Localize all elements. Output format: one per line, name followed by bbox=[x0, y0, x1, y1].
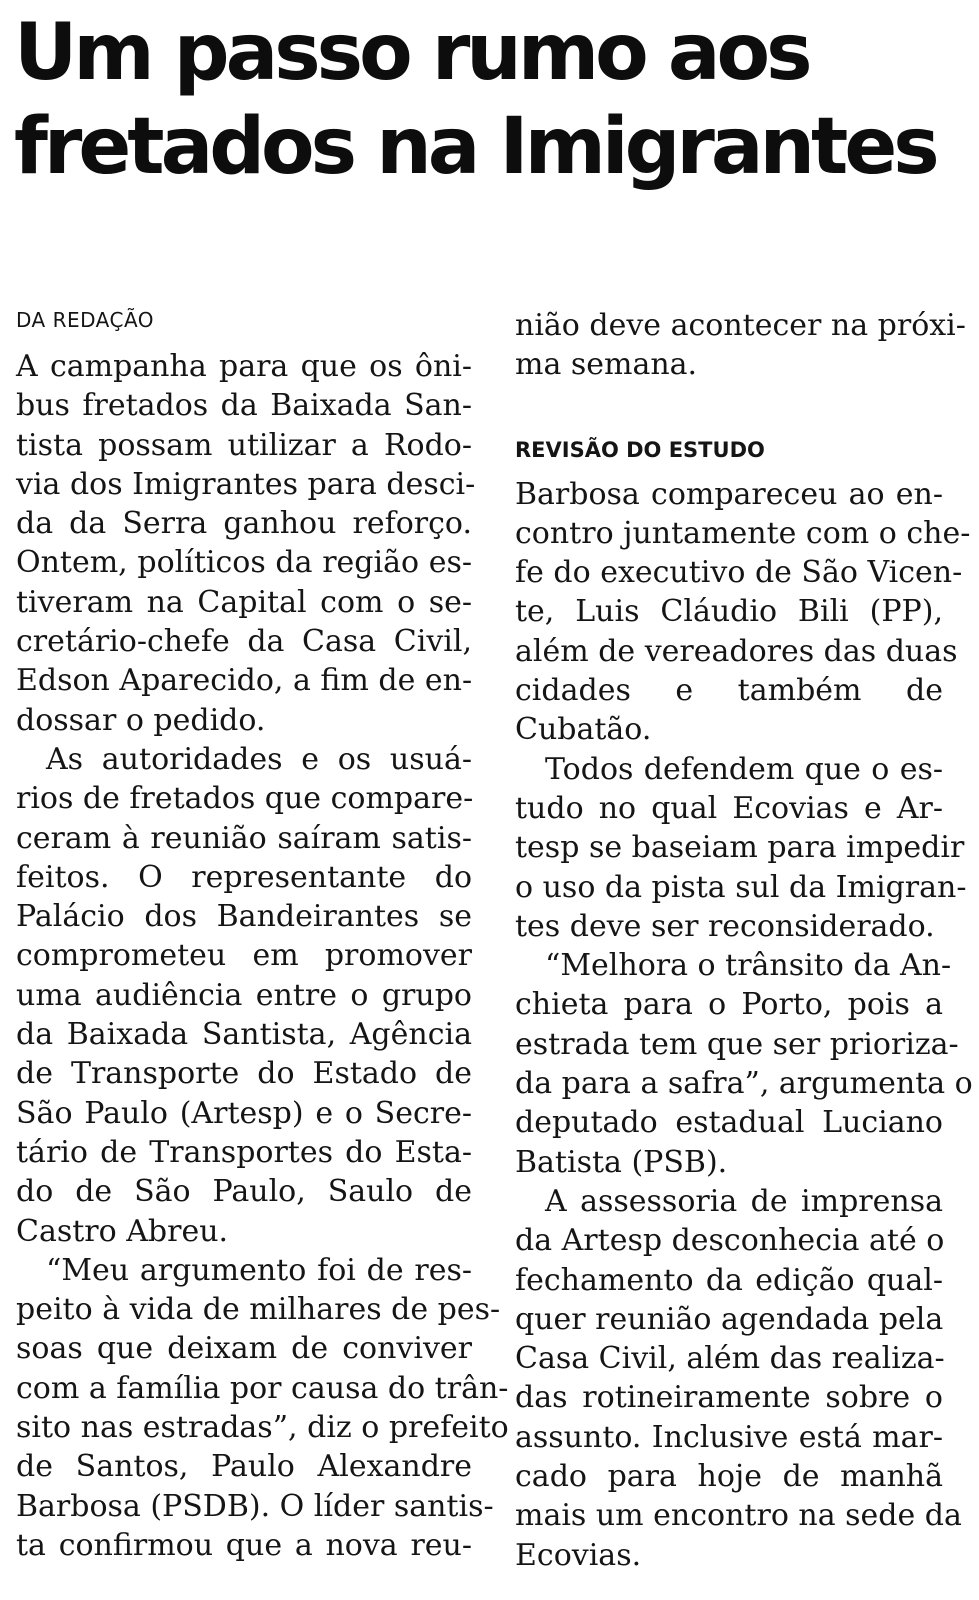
text-line: Todos defendem que o es- bbox=[515, 751, 943, 787]
text-line: Barbosa compareceu ao en- bbox=[515, 476, 943, 512]
text-line: uma audiência entre o grupo bbox=[16, 977, 472, 1013]
text-line: A campanha para que os ôni- bbox=[16, 349, 472, 384]
text-line: tudo no qual Ecovias e Ar- bbox=[515, 790, 943, 826]
text-line: do de São Paulo, Saulo de bbox=[16, 1174, 472, 1210]
text-line: Palácio dos Bandeirantes se bbox=[16, 899, 472, 935]
text-line: além de vereadores das duas bbox=[515, 633, 958, 669]
text-line: das rotineiramente sobre o bbox=[515, 1380, 943, 1416]
text-line: quer reunião agendada pela bbox=[515, 1301, 944, 1337]
text-line: Barbosa (PSDB). O líder santis- bbox=[16, 1488, 494, 1524]
text-line: o uso da pista sul da Imigran- bbox=[515, 869, 967, 905]
byline: DA REDAÇÃO bbox=[16, 308, 155, 332]
text-line: Casa Civil, além das realiza- bbox=[515, 1341, 945, 1377]
text-line: tes deve ser reconsiderado. bbox=[515, 908, 935, 944]
text-line: ta confirmou que a nova reu- bbox=[16, 1527, 472, 1563]
text-line: sito nas estradas”, diz o prefeito bbox=[16, 1410, 509, 1446]
text-line: dossar o pedido. bbox=[16, 702, 266, 738]
text-line: da da Serra ganhou reforço. bbox=[16, 506, 472, 542]
text-line: chieta para o Porto, pois a bbox=[515, 987, 943, 1023]
text-line: As autoridades e os usuá- bbox=[16, 741, 472, 777]
text-line: São Paulo (Artesp) e o Secre- bbox=[16, 1095, 472, 1131]
text-line: cado para hoje de manhã bbox=[515, 1459, 943, 1495]
right-column-body-top bbox=[515, 306, 966, 385]
text-line: Edson Aparecido, a fim de en- bbox=[16, 663, 473, 699]
text-line: ceram à reunião saíram satis- bbox=[16, 820, 472, 856]
text-line: de Transporte do Estado de bbox=[16, 1056, 472, 1092]
text-line: comprometeu em promover bbox=[16, 938, 472, 974]
text-line: peito à vida de milhares de pes- bbox=[16, 1292, 501, 1328]
text-line: bus fretados da Baixada San- bbox=[16, 388, 472, 424]
text-line: assunto. Inclusive está mar- bbox=[515, 1419, 943, 1455]
text-line: A assessoria de imprensa bbox=[515, 1183, 943, 1219]
text-line: tesp se baseiam para impedir bbox=[515, 830, 965, 866]
text-line: cretário-chefe da Casa Civil, bbox=[16, 624, 472, 660]
right-column bbox=[515, 306, 973, 1575]
text-line: deputado estadual Luciano bbox=[515, 1105, 943, 1141]
text-line: estrada tem que ser prioriza- bbox=[515, 1026, 959, 1062]
right-column-body-bottom bbox=[515, 475, 973, 1575]
text-line: “Meu argumento foi de res- bbox=[16, 1252, 472, 1288]
text-line: tiveram na Capital com o se- bbox=[16, 584, 472, 620]
text-line: da Baixada Santista, Agência bbox=[16, 1017, 472, 1053]
text-line: contro juntamente com o che- bbox=[515, 515, 971, 551]
text-line: Ecovias. bbox=[515, 1537, 642, 1573]
text-line: ma semana. bbox=[515, 347, 698, 383]
text-line: com a família por causa do trân- bbox=[16, 1370, 509, 1406]
text-line: tário de Transportes do Esta- bbox=[16, 1134, 472, 1170]
text-line: Cubatão. bbox=[515, 712, 652, 748]
text-line: nião deve acontecer na próxi- bbox=[515, 308, 966, 343]
text-line: de Santos, Paulo Alexandre bbox=[16, 1449, 472, 1485]
text-line: Ontem, políticos da região es- bbox=[16, 545, 472, 581]
text-line: Batista (PSB). bbox=[515, 1144, 728, 1180]
subhead: REVISÃO DO ESTUDO bbox=[515, 437, 765, 462]
text-line: fechamento da edição qual- bbox=[515, 1262, 943, 1298]
text-line: Castro Abreu. bbox=[16, 1213, 229, 1249]
text-line: fe do executivo de São Vicen- bbox=[515, 555, 963, 591]
headline-line: fretados na Imigrantes bbox=[14, 102, 936, 192]
text-line: rios de fretados que compare- bbox=[16, 781, 474, 817]
text-line: feitos. O representante do bbox=[16, 859, 472, 895]
text-line: tista possam utilizar a Rodo- bbox=[16, 427, 472, 463]
text-line: mais um encontro na sede da bbox=[515, 1498, 962, 1534]
text-line: via dos Imigrantes para desci- bbox=[16, 466, 476, 502]
text-line: “Melhora o trânsito da An- bbox=[515, 948, 952, 984]
left-column bbox=[16, 306, 509, 1565]
headline bbox=[14, 6, 969, 194]
text-line: te, Luis Cláudio Bili (PP), bbox=[515, 594, 943, 630]
left-column-body bbox=[16, 347, 509, 1565]
text-line: soas que deixam de conviver bbox=[16, 1331, 472, 1367]
text-line: da Artesp desconhecia até o bbox=[515, 1223, 945, 1259]
headline-line: Um passo rumo aos bbox=[14, 8, 809, 98]
text-line: cidades e também de bbox=[515, 673, 943, 709]
text-line: da para a safra”, argumenta o bbox=[515, 1066, 973, 1102]
